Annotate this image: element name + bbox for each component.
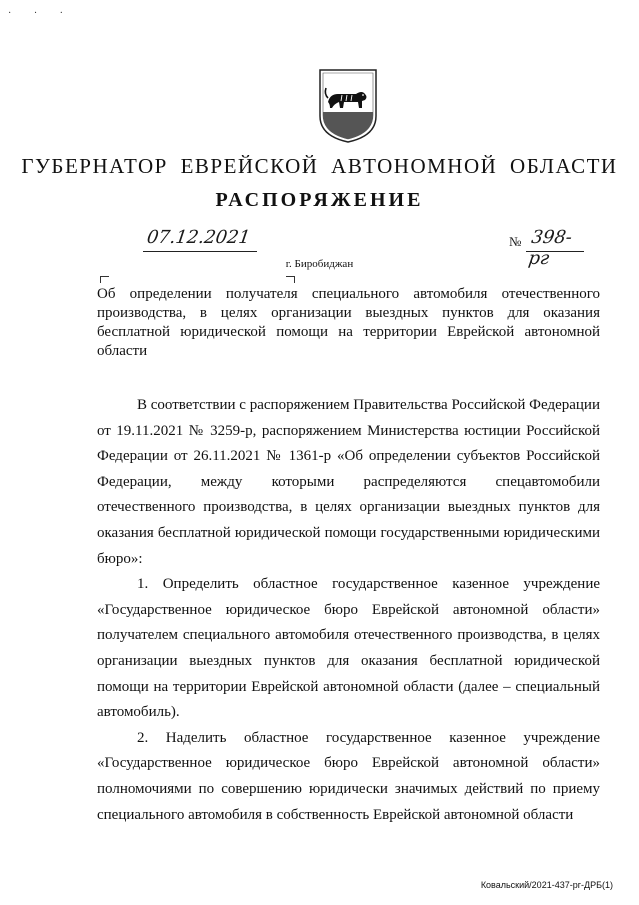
corner-mark-right bbox=[286, 276, 295, 283]
document-body bbox=[97, 393, 600, 828]
number-field bbox=[526, 227, 584, 269]
authority-title: ГУБЕРНАТОР ЕВРЕЙСКОЙ АВТОНОМНОЙ ОБЛАСТИ bbox=[21, 154, 618, 178]
footer-reference: Ковальский/2021-437-рг-ДРБ(1) bbox=[480, 880, 613, 890]
city: г. Биробиджан bbox=[285, 258, 354, 270]
document-number: 398-рг bbox=[527, 227, 574, 269]
scan-marks: · · · bbox=[8, 8, 73, 19]
number-prefix: № bbox=[509, 234, 522, 249]
coat-of-arms-tiger-icon bbox=[318, 68, 378, 144]
preamble-paragraph: В соответствии с распоряжением Правительства Российской Федерации от 19.11.2021 № 3259-р, распоряжением Министерства юстиции Российской Федерации от 26.11.2021 № 1361-р «Об определении субъектов Российской Федерации, между которыми распределяются спецавтомобили отечественного производства, в целях организации выездных пунктов для оказания бесплатной юридической помощи государственными юридическими бюро»: bbox=[97, 397, 600, 567]
item-2-paragraph: 2. Наделить областное государственное казенное учреждение «Государственное юридическое бюро Еврейской автономной области» полномочиями по совершению юридически значимых действий по приему специального автомобиля в собственность Еврейской автономной области bbox=[97, 729, 600, 823]
document-subject: Об определении получателя специального автомобиля отечественного производства, в целях организации выездных пунктов для оказания бесплатной юридической помощи на территории Еврейской автономной области bbox=[97, 286, 600, 359]
document-date: 07.12.2021 bbox=[145, 227, 252, 248]
item-1-paragraph: 1. Определить областное государственное казенное учреждение «Государственное юридическое бюро Еврейской автономной области» получателем специального автомобиля отечественного производства, в целях организации выездных пунктов для оказания бесплатной юридической помощи на территории Еврейской автономной области (далее – специальный автомобиль). bbox=[97, 576, 600, 721]
date-field bbox=[143, 227, 257, 252]
corner-mark-left bbox=[100, 276, 109, 283]
document-type: РАСПОРЯЖЕНИЕ bbox=[215, 189, 424, 211]
